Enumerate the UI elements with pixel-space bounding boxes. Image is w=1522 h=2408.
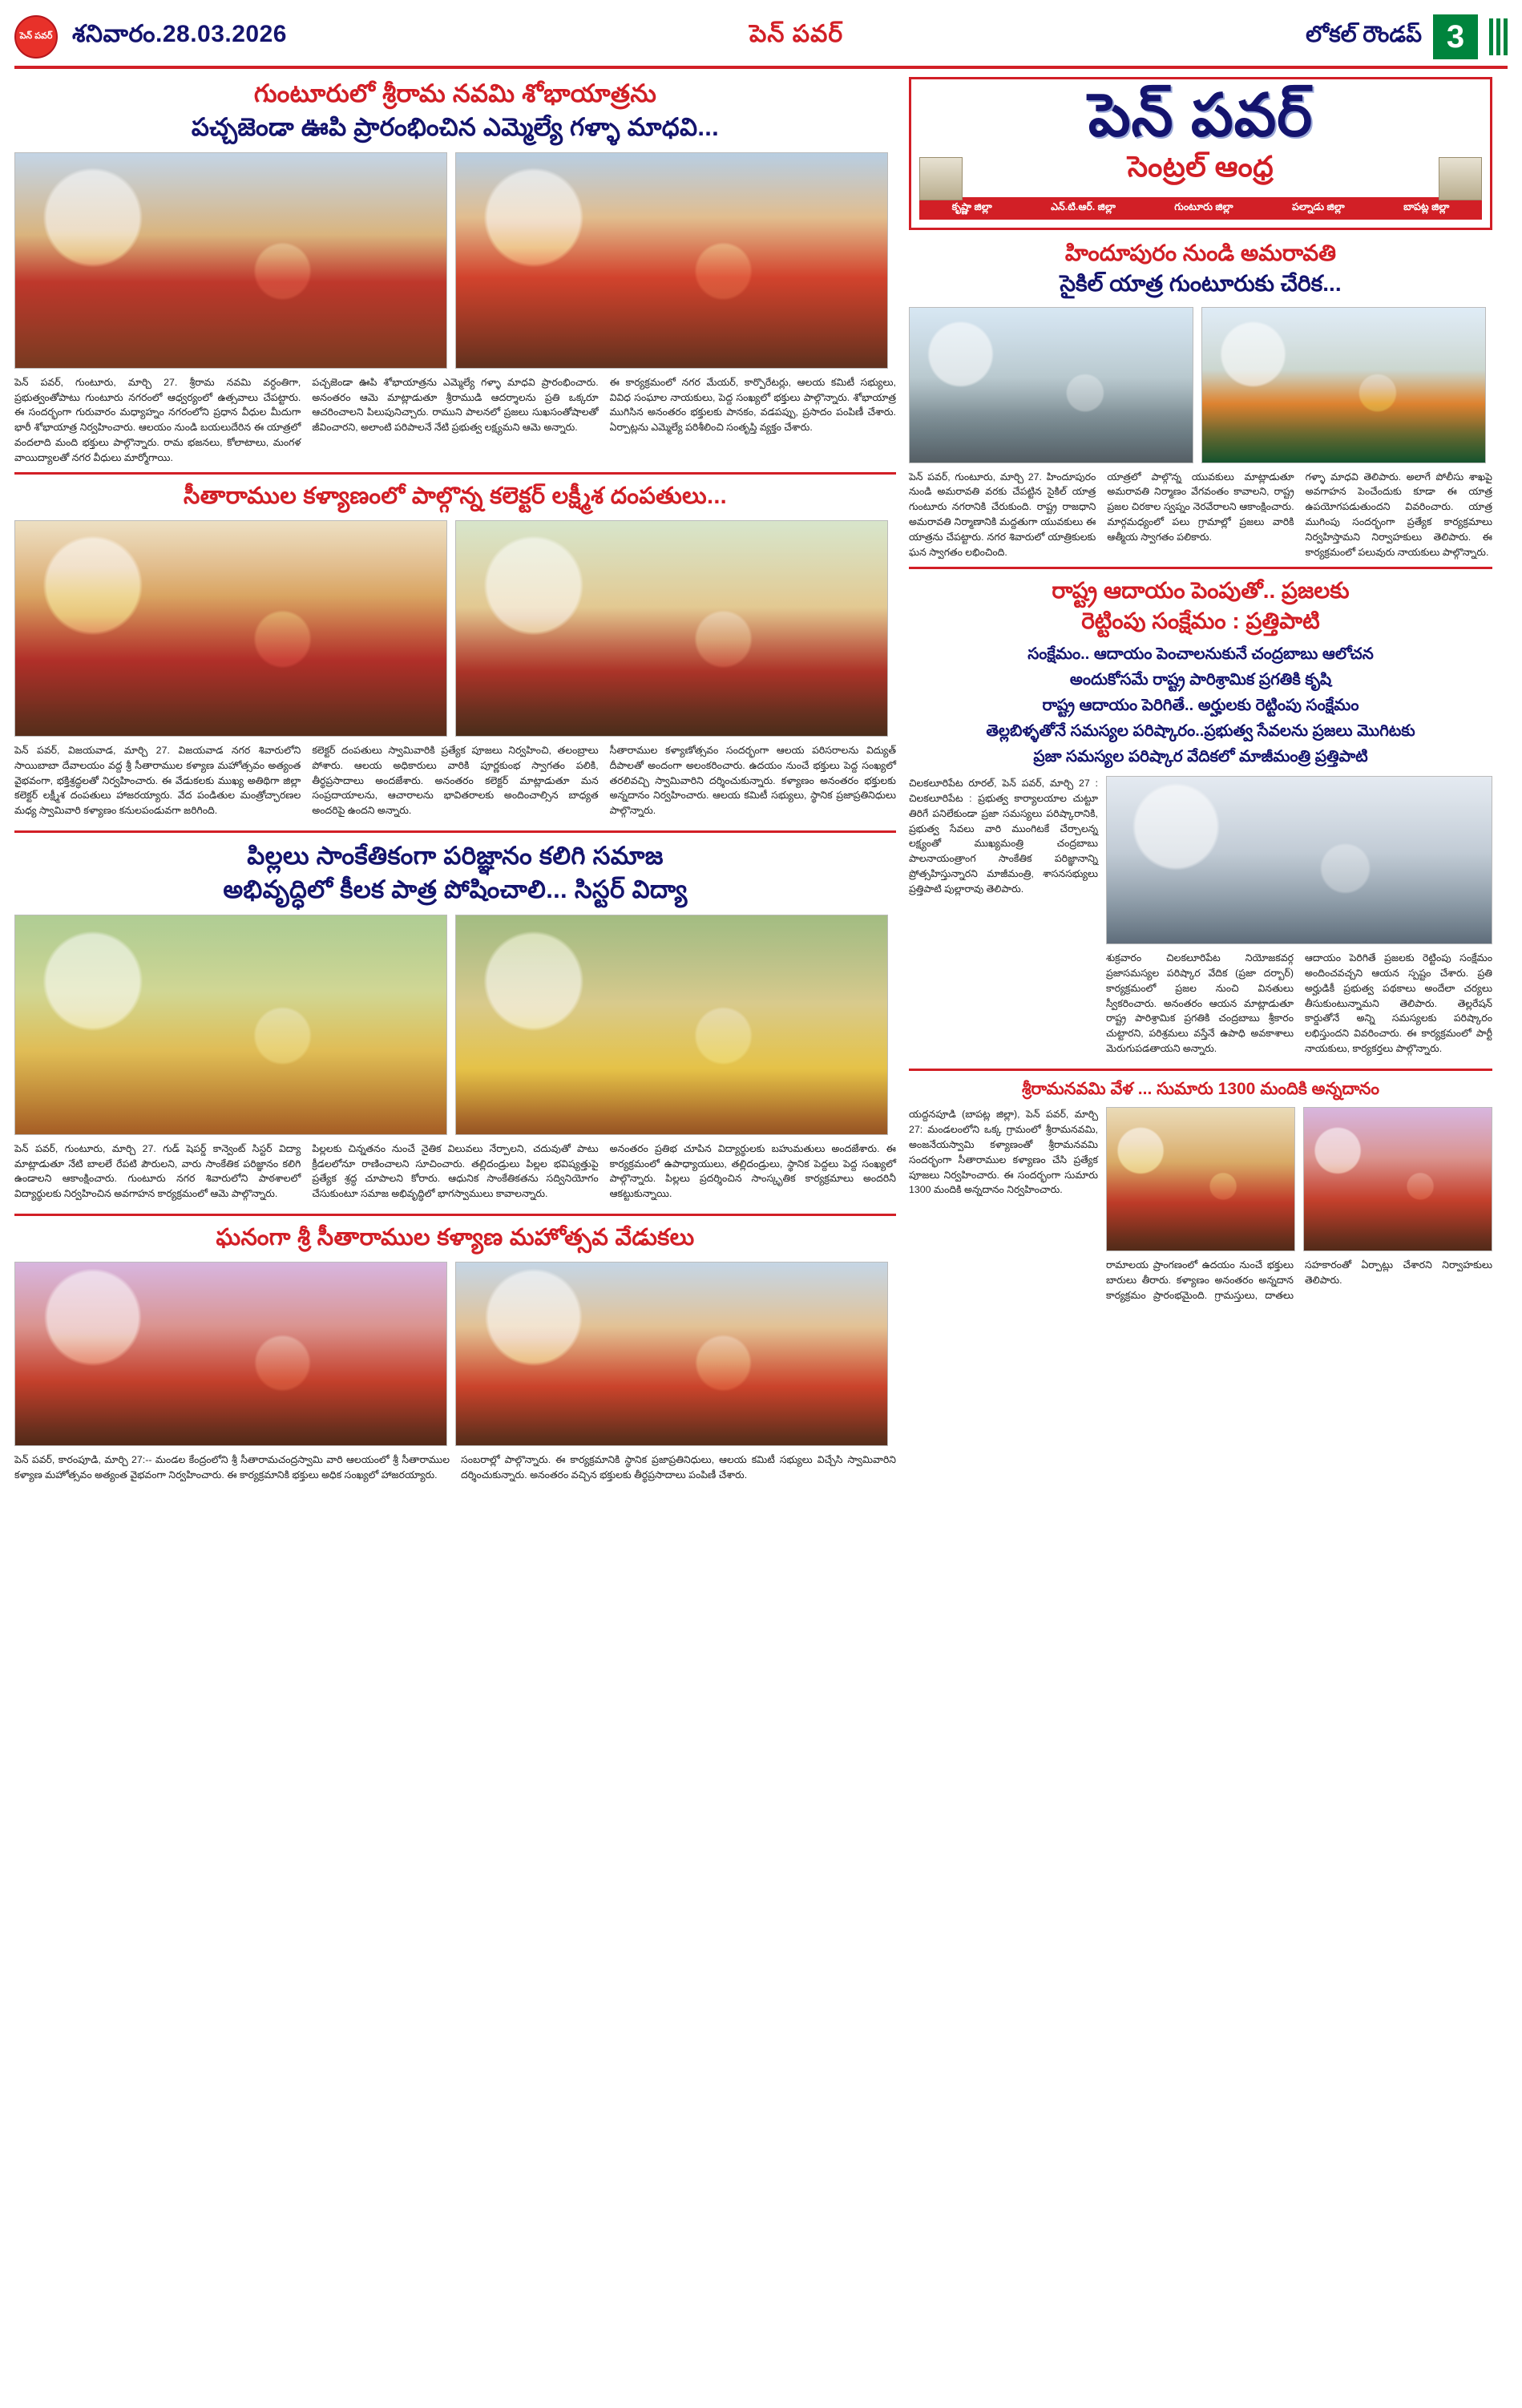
decorative-bars-icon — [1489, 18, 1508, 55]
story5-headline-line1: హిందూపురం నుండి అమరావతి — [1064, 240, 1337, 265]
story6-body-cols — [1106, 951, 1492, 1062]
emblem-left-icon — [919, 157, 963, 200]
article-revenue-welfare — [909, 576, 1492, 1062]
story1-para-1: పెన్ పవర్, గుంటూరు, మార్చి 27. శ్రీరామ నవమి వర్ధంతిగా, ప్రభుత్వంతోపాటు గుంటూరు నగరంలో ఆధ్వర్యంలో ఉత్సవాలు చేపట్టారు. ఈ సందర్భంగా గురువారం మధ్యాహ్నం నగరంలోని ప్రధాన వీధుల మీదుగా భారీ శోభాయాత్ర నిర్వహించారు. ఆలయం నుండి బయలుదేరిన ఈ యాత్రలో వందలాది మంది భక్తులు పాల్గొన్నారు. రామ భజనలు, కోలాటాలు, మంగళ వాయిద్యాలతో నగర వీధులు మార్మోగాయి. — [14, 376, 301, 463]
article-cycle-yatra — [909, 238, 1492, 560]
story1-para-3: ఈ కార్యక్రమంలో నగర మేయర్, కార్పొరేటర్లు, ఆలయ కమిటీ సభ్యులు, వివిధ సంఘాల నాయకులు, పెద్ద సంఖ్యలో భక్తులు పాల్గొన్నారు. శోభాయాత్ర ముగిసిన అనంతరం భక్తులకు పానకం, వడపప్పు, ప్రసాదం పంపిణీ చేశారు. ఏర్పాట్లను ఎమ్మెల్యే పరిశీలించి సంతృప్తి వ్యక్తం చేశారు. — [609, 376, 896, 434]
story2-headline: సీతారాముల కళ్యాణంలో పాల్గొన్న కలెక్టర్ లక్ష్మీశ దంపతులు... — [183, 483, 728, 509]
story3-para-2: పిల్లలకు చిన్నతనం నుంచే నైతిక విలువలు నేర్పాలని, చదువుతో పాటు క్రీడలలోనూ రాణించాలని సూచించారు. తల్లిదండ్రులు పిల్లల భవిష్యత్తుపై ప్రత్యేక శ్రద్ధ చూపాలని కోరారు. ఆధునిక సాంకేతికతను సద్వినియోగం చేసుకుంటూ సమాజ అభివృద్ధిలో భాగస్వాములు కావాలన్నారు. — [312, 1142, 599, 1200]
divider-1 — [14, 472, 896, 475]
story5-para-2: యాత్రలో పాల్గొన్న యువకులు మాట్లాడుతూ అమరావతి నిర్మాణం వేగవంతం కావాలని, రాష్ట్ర ప్రజల చిరకాల స్వప్నం నెరవేరాలని ఆకాంక్షించారు. మార్గమధ్యంలో పలు గ్రామాల్లో ప్రజలు వారికి ఆత్మీయ స్వాగతం పలికారు. — [1107, 471, 1294, 543]
story4-body — [14, 1452, 896, 1489]
story4-para-2: సంబరాల్లో పాల్గొన్నారు. ఈ కార్యక్రమానికి స్థానిక ప్రజాప్రతినిధులు, ఆలయ కమిటీ సభ్యులు విచ్చేసి స్వామివారిని దర్శించుకున్నారు. అనంతరం వచ్చిన భక్తులకు తీర్థప్రసాదాలు పంపిణీ చేశారు. — [461, 1454, 896, 1481]
nameplate — [909, 77, 1492, 230]
story4-headline: ఘనంగా శ్రీ సీతారాముల కళ్యాణ మహోత్సవ వేడుకలు — [216, 1225, 695, 1251]
story1-body — [14, 375, 896, 466]
story2-photos — [14, 520, 896, 737]
story2-para-2: కలెక్టర్ దంపతులు స్వామివారికి ప్రత్యేక పూజలు నిర్వహించి, తలంబ్రాలు పోశారు. ఆలయ అధికారులు వారికి పూర్ణకుంభ స్వాగతం పలికి, తీర్థప్రసాదాలు అందజేశారు. అనంతరం కలెక్టర్ మాట్లాడుతూ మన సంప్రదాయాలను, ఆచారాలను భావితరాలకు అందించాల్సిన బాధ్యత అందరిపై ఉందని అన్నారు. — [312, 744, 599, 817]
edition-date: శనివారం.28.03.2026 — [72, 20, 287, 47]
district-4: బాపట్ల జిల్లా — [1403, 201, 1450, 212]
publication-logo-icon: పెన్ పవర్ — [14, 15, 58, 59]
school-children-photo — [14, 915, 447, 1135]
kicker-4: ప్రజా సమస్యల పరిష్కార వేదికలో మాజీమంత్రి ప్రత్తిపాటి — [1033, 747, 1368, 766]
article-children-technology — [14, 839, 896, 1207]
story1-para-2: పచ్చజెండా ఊపి శోభాయాత్రను ఎమ్మెల్యే గళ్ళా మాధవి ప్రారంభించారు. అనంతరం ఆమె మాట్లాడుతూ శ్రీరాముడి ఆదర్శాలను ప్రతి ఒక్కరూ ఆచరించాలని పిలుపునిచ్చారు. రాముని పాలనలో ప్రజలు సుఖసంతోషాలతో జీవించారని, అలాంటి పరిపాలనే నేటి ప్రభుత్వ లక్ష్యమని ఆమె అన్నారు. — [312, 376, 599, 434]
divider-5 — [909, 1069, 1492, 1071]
article-collector-kalyanam — [14, 481, 896, 824]
annadanam-photo-1 — [1106, 1107, 1295, 1251]
story6-right-wrap — [1106, 776, 1492, 1062]
kicker-3: తెల్లబిళ్ళతోనే సమస్యల పరిష్కారం..ప్రభుత్వ సేవలను ప్రజలు మొగిటకు — [986, 721, 1415, 740]
kicker-2: రాష్ట్ర ఆదాయం పెరిగితే.. అర్హులకు రెట్టింపు సంక్షేమం — [1042, 696, 1359, 714]
article-rama-navami-procession — [14, 77, 896, 466]
function-hall-photo-1 — [14, 1262, 447, 1446]
story4-photos — [14, 1262, 896, 1446]
page-content — [14, 77, 1508, 2386]
story6-headline-line2: రెట్టింపు సంక్షేమం : ప్రత్తిపాటి — [1081, 608, 1320, 634]
story1-headline-line1: గుంటూరులో శ్రీరామ నవమి శోభాయాత్రను — [253, 79, 657, 107]
page-number: 3 — [1433, 14, 1478, 59]
masthead-right — [1306, 14, 1508, 59]
nameplate-subtitle: సెంట్రల్ ఆంధ్ర — [1127, 150, 1274, 183]
cycle-yatra-photo-2 — [1201, 307, 1486, 463]
section-label: లోకల్ రౌండప్ — [1306, 21, 1422, 46]
minister-meeting-photo — [1106, 776, 1492, 944]
story5-headline-line2: సైకిల్ యాత్ర గుంటూరుకు చేరిక... — [1060, 270, 1342, 296]
function-hall-photo-2 — [455, 1262, 888, 1446]
masthead-title: పెన్ పవర్ — [749, 20, 844, 47]
story3-para-1: పెన్ పవర్, గుంటూరు, మార్చి 27. గుడ్ షెపర్డ్ కాన్వెంట్ సిస్టర్ విద్యా మాట్లాడుతూ నేటి బాలలే రేపటి పౌరులని, వారు సాంకేతిక పరిజ్ఞానం కలిగి ఉండాలని ఆకాంక్షించారు. గుంటూరు నగర శివారులోని పాఠశాలలో విద్యార్థులకు నిర్వహించిన అవగాహన కార్యక్రమంలో ఆమె పాల్గొన్నారు. — [14, 1142, 301, 1200]
story7-body — [1106, 1258, 1492, 1303]
story3-headline-line2: అభివృద్ధిలో కీలక పాత్ర పోషించాలి... సిస్టర్ విద్యా — [223, 875, 688, 903]
procession-photo-2 — [455, 152, 888, 369]
district-0: కృష్ణా జిల్లా — [951, 201, 992, 212]
story6-para-3: ఆదాయం పెరిగితే ప్రజలకు రెట్టింపు సంక్షేమం అందించవచ్చని ఆయన స్పష్టం చేశారు. ప్రతి అర్హుడికీ ప్రభుత్వ పథకాలు అందేలా చర్యలు తీసుకుంటున్నామని తెలిపారు. తెల్లరేషన్ కార్డుతోనే అన్ని సమస్యలకు పరిష్కారం లభిస్తుందని వివరించారు. ఈ కార్యక్రమంలో పార్టీ నాయకులు, కార్యకర్తలు పాల్గొన్నారు. — [1305, 951, 1492, 1055]
masthead-left — [14, 15, 287, 59]
story7-photos — [1106, 1107, 1492, 1251]
story7-wrap — [909, 1107, 1492, 1303]
story6-body-wrap — [909, 776, 1492, 1062]
district-3: పల్నాడు జిల్లా — [1291, 201, 1345, 212]
right-column — [909, 77, 1492, 2386]
story4-para-1: పెన్ పవర్, కారంపూడి, మార్చి 27:-- మండల కేంద్రంలోని శ్రీ సీతారామచంద్రస్వామి వారి ఆలయంలో శ్రీ సీతారాముల కళ్యాణ మహోత్సవం అత్యంత వైభవంగా నిర్వహించారు. ఈ కార్యక్రమానికి భక్తులు అధిక సంఖ్యలో హాజరయ్యారు. — [14, 1454, 450, 1481]
story3-photos — [14, 915, 896, 1135]
emblem-right-icon — [1439, 157, 1482, 200]
kicker-1: అందుకోసమే రాష్ట్ర పారిశ్రామిక ప్రగతికి కృషి — [1069, 670, 1332, 689]
story7-para-2: రామాలయ ప్రాంగణంలో ఉదయం నుంచే భక్తులు బారులు తీరారు. కళ్యాణం అనంతరం అన్నదాన కార్యక్రమం ప్రారంభమైంది. గ్రామస్తులు, దాతలు సహకారంతో ఏర్పాట్లు చేశారని నిర్వాహకులు తెలిపారు. — [1106, 1259, 1492, 1301]
story5-photos — [909, 307, 1492, 463]
story6-kicker — [909, 641, 1492, 770]
story7-right — [1106, 1107, 1492, 1303]
story3-headline-line1: పిల్లలు సాంకేతికంగా పరిజ్ఞానం కలిగి సమాజ — [247, 842, 664, 871]
divider-2 — [14, 830, 896, 833]
story2-para-3: సీతారాముల కళ్యాణోత్సవం సందర్భంగా ఆలయ పరిసరాలను విద్యుత్ దీపాలతో అందంగా అలంకరించారు. ఉదయం నుంచే భక్తులు పెద్ద సంఖ్యలో తరలివచ్చి స్వామివారిని దర్శించుకున్నారు. కళ్యాణం అనంతరం భక్తులకు అన్నదానం నిర్వహించారు. ఆలయ కమిటీ సభ్యులు, స్థానిక ప్రజాప్రతినిధులు పాల్గొన్నారు. — [609, 744, 896, 817]
procession-photo-1 — [14, 152, 447, 369]
story5-body — [909, 470, 1492, 561]
annadanam-photo-2 — [1303, 1107, 1492, 1251]
divider-3 — [14, 1214, 896, 1216]
district-strip — [919, 197, 1482, 220]
story7-para-1: యద్దనపూడి (బాపట్ల జిల్లా), పెన్ పవర్, మార్చి 27: మండలంలోని ఒక్క గ్రామంలో శ్రీరామనవమి, అంజనేయస్వామి కళ్యాణంతో శ్రీరామనవమి సందర్భంగా సీతారాముల కళ్యాణం చేసి ప్రత్యేక పూజలు నిర్వహించారు. ఈ సందర్భంగా సుమారు 1300 మందికి అన్నదానం నిర్వహించారు. — [909, 1109, 1098, 1196]
story2-para-1: పెన్ పవర్, విజయవాడ, మార్చి 27. విజయవాడ నగర శివారులోని సాయిబాబా దేవాలయం వద్ద శ్రీ సీతారాముల కళ్యాణ మహోత్సవం అత్యంత వైభవంగా, భక్తిశ్రద్ధలతో నిర్వహించారు. ఈ వేడుకలకు ముఖ్య అతిథిగా జిల్లా కలెక్టర్ లక్ష్మీశ దంపతులు హాజరయ్యారు. వేద పండితుల మంత్రోచ్ఛారణల మధ్య స్వామివారి కళ్యాణం కనులపండువగా జరిగింది. — [14, 744, 301, 817]
story1-photos — [14, 152, 896, 369]
story1-headline-line2: పచ్చజెండా ఊపి ప్రారంభించిన ఎమ్మెల్యే గళ్ళా మాధవి... — [191, 112, 720, 141]
story6-para-2: శుక్రవారం చిలకలూరిపేట నియోజకవర్గ ప్రజాసమస్యల పరిష్కార వేదిక (ప్రజా దర్బార్) కార్యక్రమంలో ప్రజల నుంచి వినతులు స్వీకరించారు. అనంతరం ఆయన మాట్లాడుతూ రాష్ట్ర పారిశ్రామిక ప్రగతికి చంద్రబాబు శ్రీకారం చుట్టారని, పరిశ్రమలు వస్తేనే ఉపాధి అవకాశాలు మెరుగుపడతాయని అన్నారు. — [1106, 951, 1294, 1055]
district-2: గుంటూరు జిల్లా — [1174, 201, 1233, 212]
story3-para-3: అనంతరం ప్రతిభ చూపిన విద్యార్థులకు బహుమతులు అందజేశారు. ఈ కార్యక్రమంలో ఉపాధ్యాయులు, తల్లిదండ్రులు, స్థానిక పెద్దలు పెద్ద సంఖ్యలో పాల్గొన్నారు. పిల్లలు ప్రదర్శించిన సాంస్కృతిక కార్యక్రమాలు అందరినీ ఆకట్టుకున్నాయి. — [609, 1142, 896, 1200]
kalyanam-photo-1 — [14, 520, 447, 737]
article-kalyana-mahotsavam — [14, 1222, 896, 1489]
story7-headline: శ్రీరామనవమి వేళ ... సుమారు 1300 మందికి అన్నదానం — [1021, 1079, 1380, 1098]
story6-headline-line1: రాష్ట్ర ఆదాయం పెంపుతో.. ప్రజలకు — [1052, 578, 1350, 604]
cycle-yatra-photo-1 — [909, 307, 1193, 463]
divider-4 — [909, 567, 1492, 569]
village-children-photo — [455, 915, 888, 1135]
story5-para-3: గళ్ళా మాధవి తెలిపారు. అలాగే పోలీసు శాఖపై అవగాహన పెంచేందుకు కూడా ఈ యాత్ర ఉపయోగపడుతుందని వివరించారు. యాత్ర ముగింపు సందర్భంగా ప్రత్యేక కార్యక్రమాలు నిర్వహిస్తామని నిర్వాహకులు తెలిపారు. ఈ కార్యక్రమంలో పలువురు నాయకులు పాల్గొన్నారు. — [1305, 471, 1492, 558]
district-1: ఎన్.టి.ఆర్. జిల్లా — [1051, 201, 1116, 212]
kicker-0: సంక్షేమం.. ఆదాయం పెంచాలనుకునే చంద్రబాబు ఆలోచన — [1027, 644, 1374, 663]
story2-body — [14, 743, 896, 824]
left-column — [14, 77, 896, 2386]
story5-para-1: పెన్ పవర్, గుంటూరు, మార్చి 27. హిందూపురం నుండి అమరావతి వరకు చేపట్టిన సైకిల్ యాత్ర గుంటూరు నగరానికి చేరుకుంది. రాష్ట్ర రాజధాని అమరావతి నిర్మాణానికి మద్దతుగా యువకులు ఈ యాత్రను చేపట్టారు. నగర శివారులో యాత్రికులకు ఘన స్వాగతం లభించింది. — [909, 471, 1096, 558]
kalyanam-photo-2 — [455, 520, 888, 737]
story6-para-1: చిలకలూరిపేట రూరల్, పెన్ పవర్, మార్చి 27 : చిలకలూరిపేట : ప్రభుత్వ కార్యాలయాల చుట్టూ తిరిగే పనిలేకుండా ప్రజా సమస్యలు పరిష్కారానికి, ప్రభుత్వ సేవలు వారి ముంగిటకే చేర్చాలన్న లక్ష్యంతో ముఖ్యమంత్రి చంద్రబాబు పాలనాయంత్రాంగ సాంకేతిక పరిజ్ఞానాన్ని ప్రోత్సహిస్తున్నారని మాజీమంత్రి, శాసనసభ్యులు ప్రత్తిపాటి పుల్లారావు తెలిపారు. — [909, 777, 1098, 895]
story3-body — [14, 1141, 896, 1207]
masthead — [14, 11, 1508, 69]
article-annadanam — [909, 1077, 1492, 1303]
nameplate-title: పెన్ పవర్ — [1088, 82, 1314, 148]
